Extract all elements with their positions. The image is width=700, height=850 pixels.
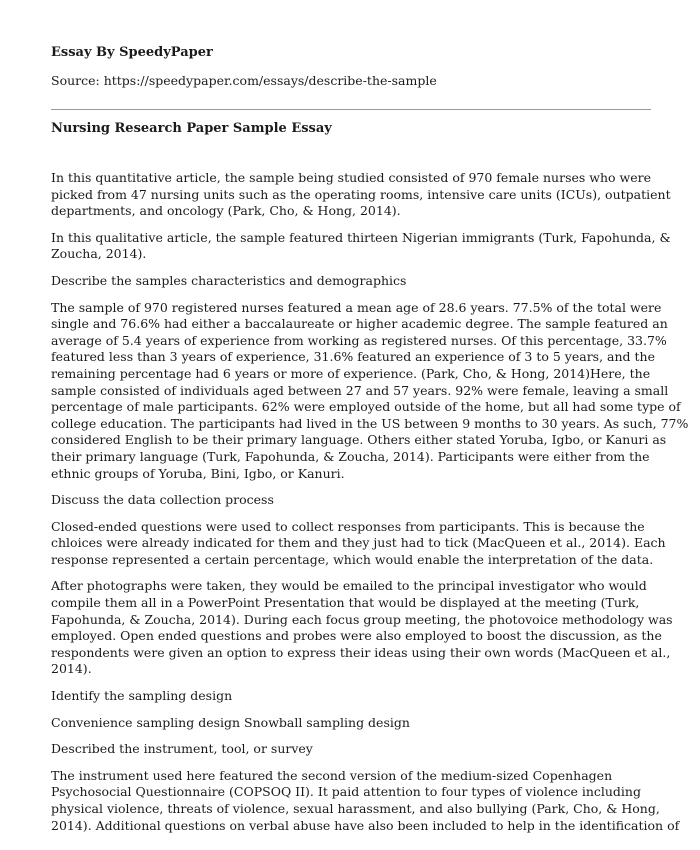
body-paragraph [51, 170, 671, 220]
text-line: chloices were already indicated for them and they just had to tick (MacQueen et al., 2014). Each [51, 535, 666, 551]
text-line: respondents were given an option to express their ideas using their own words (MacQueen et al., [51, 644, 671, 660]
text-line: response represented a certain percentage, which would enable the interpretation of the data. [51, 551, 654, 567]
text-line: compile them all in a PowerPoint Presentation that would be displayed at the meeting (Turk, [51, 595, 640, 611]
document-title: Nursing Research Paper Sample Essay [51, 121, 332, 136]
text-line: Describe the samples characteristics and demographics [51, 272, 407, 288]
text-line: physical violence, threats of violence, sexual harassment, and also bullying (Park, Cho, & Hong, [51, 801, 660, 816]
text-line: Zoucha, 2014). [51, 246, 147, 262]
text-line: 2014). Additional questions on verbal abuse have also been included to help in the identification of [51, 817, 680, 833]
body-paragraph [51, 741, 651, 758]
text-line: single and 76.6% had either a baccalaureate or higher academic degree. The sample featured an [51, 316, 668, 332]
text-line: percentage of male participants. 62% were employed outside of the home, but all had some type of [51, 399, 681, 415]
text-line: Discuss the data collection process [51, 492, 274, 508]
text-line: The sample of 970 registered nurses featured a mean age of 28.6 years. 77.5% of the total were [51, 299, 662, 315]
text-line: average of 5.4 years of experience from working as registered nurses. Of this percentage, 33.7% [51, 332, 667, 348]
text-line: Convenience sampling design Snowball sampling design [51, 714, 410, 730]
text-line: picked from 47 nursing units such as the operating rooms, intensive care units (ICUs), outpatient [51, 186, 671, 202]
text-line: their primary language (Turk, Fapohunda, & Zoucha, 2014). Participants were either from the [51, 448, 650, 464]
text-line: Fapohunda, & Zoucha, 2014). During each focus group meeting, the photovoice methodology was [51, 611, 673, 627]
text-line: The instrument used here featured the second version of the medium-sized Copenhagen [51, 767, 613, 783]
text-line: Psychosocial Questionnaire (COPSOQ II). It paid attention to four types of violence including [51, 784, 641, 800]
text-line: remaining percentage had 6 years or more of experience. (Park, Cho, & Hong, 2014)Here, the [51, 365, 651, 381]
essay-source-title: Essay By SpeedyPaper [51, 45, 213, 60]
text-line: college education. The participants had lived in the US between 9 months to 30 years. As such, 77% [51, 415, 689, 431]
section-prompt [51, 715, 651, 732]
essay-source-url: Source: https://speedypaper.com/essays/describe-the-sample [51, 73, 437, 88]
text-line: featured less than 3 years of experience, 31.6% featured an experience of 3 to 5 years, and the [51, 349, 655, 365]
section-prompt [51, 492, 651, 509]
section-prompt [51, 578, 673, 678]
text-line: Described the instrument, tool, or survey [51, 741, 313, 757]
section-prompt [51, 688, 651, 705]
document-body [51, 170, 689, 844]
text-line: In this quantitative article, the sample being studied consisted of 970 female nurses who were [51, 170, 651, 185]
text-line: In this qualitative article, the sample featured thirteen Nigerian immigrants (Turk, Fapohunda, & [51, 229, 671, 245]
text-line: Identify the sampling design [51, 688, 233, 704]
body-paragraph [51, 518, 666, 569]
text-line: 2014). [51, 661, 92, 677]
body-paragraph [51, 299, 689, 483]
text-line: departments, and oncology (Park, Cho, & Hong, 2014). [51, 203, 401, 219]
text-line: Closed-ended questions were used to collect responses from participants. This is because the [51, 518, 645, 534]
text-line: sample consisted of individuals aged between 27 and 57 years. 92% were female, leaving a small [51, 382, 669, 398]
header-divider [51, 109, 651, 110]
section-prompt [51, 273, 651, 290]
text-line: considered English to be their primary language. Others either stated Yoruba, Igbo, or Kanuri as [51, 432, 667, 448]
text-line: employed. Open ended questions and probes were also employed to boost the discussion, as the [51, 628, 662, 644]
body-paragraph [51, 767, 680, 834]
text-line: After photographs were taken, they would be emailed to the principal investigator who would [51, 578, 647, 594]
body-paragraph [51, 229, 671, 263]
text-line: ethnic groups of Yoruba, Bini, Igbo, or Kanuri. [51, 465, 345, 481]
